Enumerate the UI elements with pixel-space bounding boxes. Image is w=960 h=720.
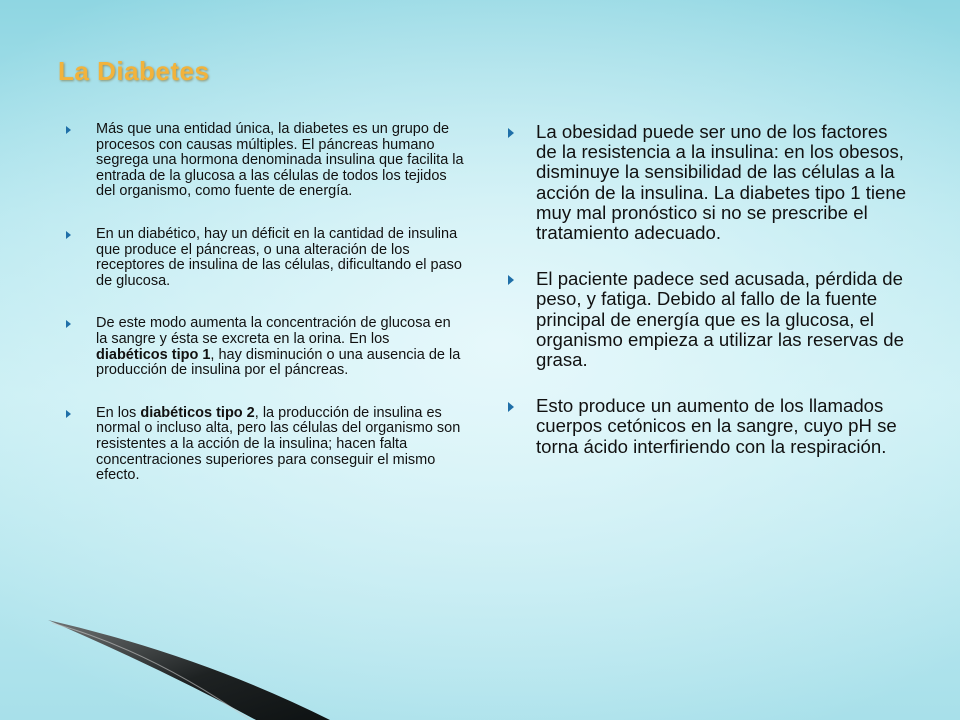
bullet-arrow-icon xyxy=(66,126,71,134)
bullet-text: Esto produce un aumento de los llamados cuerpos cetónicos en la sangre, cuyo pH se torna ácido interfiriendo con la respiración. xyxy=(536,395,897,457)
bullet-arrow-icon xyxy=(66,231,71,239)
bullet-text: El paciente padece sed acusada, pérdida de peso, y fatiga. Debido al fallo de la fuente principal de energía que es la glucosa, el organismo empieza a utilizar las reservas de grasa. xyxy=(536,268,904,371)
right-bullet-item xyxy=(508,122,908,243)
bold-term: diabéticos tipo 2 xyxy=(140,404,255,421)
right-bullet-item xyxy=(508,396,908,457)
bullet-text: De este modo aumenta la concentración de glucosa en la sangre y ésta se excreta en la orina. En los diabéticos tipo 1, hay disminución o una ausencia de la producción de insulina por el páncreas. xyxy=(96,315,461,379)
slide-title: La Diabetes xyxy=(58,56,210,86)
bullet-text: En un diabético, hay un déficit en la cantidad de insulina que produce el páncreas, o una alteración de los receptores de insulina de las células, dificultando el paso de glucosa. xyxy=(96,225,462,289)
left-bullet-item xyxy=(66,122,464,200)
left-bullet-item xyxy=(66,227,464,289)
bullet-arrow-icon xyxy=(508,402,514,412)
bullet-arrow-icon xyxy=(66,410,71,418)
bullet-arrow-icon xyxy=(508,128,514,138)
bullet-text: La obesidad puede ser uno de los factores de la resistencia a la insulina: en los obesos, disminuye la sensibilidad de las células a la acción de la insulina. La diabetes tipo 1 tiene muy mal pronóstico si no se prescribe el tratamiento adecuado. xyxy=(536,121,907,244)
left-bullet-list xyxy=(66,122,464,511)
left-bullet-item xyxy=(66,406,464,484)
bold-term: diabéticos tipo 1 xyxy=(96,346,211,363)
bullet-arrow-icon xyxy=(66,320,71,328)
bullet-text: En los diabéticos tipo 2, la producción de insulina es normal o incluso alta, pero las células del organismo son resistentes a la acción de la insulina; hacen falta concentraciones superiores para conseguir el mismo efecto. xyxy=(96,404,461,484)
bullet-text: Más que una entidad única, la diabetes es un grupo de procesos con causas múltiples. El páncreas humano segrega una hormona denominada insulina que facilita la entrada de la glucosa a las células de todos los tejidos del organismo, como fuente de energía. xyxy=(96,121,464,200)
bullet-arrow-icon xyxy=(508,275,514,285)
right-bullet-item xyxy=(508,269,908,370)
left-bullet-item xyxy=(66,316,464,378)
right-bullet-list xyxy=(508,122,908,483)
